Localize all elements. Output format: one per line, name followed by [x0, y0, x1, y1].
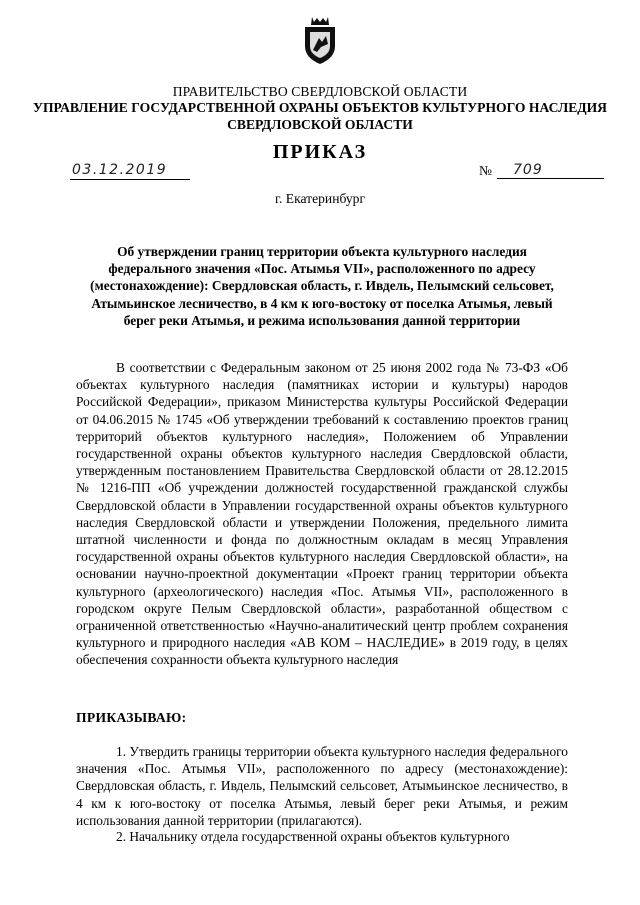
- government-name: ПРАВИТЕЛЬСТВО СВЕРДЛОВСКОЙ ОБЛАСТИ: [172, 84, 468, 99]
- coat-of-arms-icon: [299, 14, 341, 66]
- preamble-paragraph: В соответствии с Федеральным законом от 25 июня 2002 года № 73-ФЗ «Об объектах культурного наследия (памятниках истории и культуры) народов Российской Федерации», приказом Министерства культуры Российской Федерации от 04.06.2015 № 1745 «Об утверждении требований к составлению проектов границ территорий объектов культурного наследия», Положением об Управлении государственной охраны объектов культурного наследия Свердловской области, утвержденным постановлением Правительства Свердловской области от 28.12.2015 № 1216-ПП «Об учреждении должностей государственной гражданской службы Свердловской области в Управлении государственной охраны объектов культурного наследия Свердловской области и утверждении Положения, предельного лимита штатной численности и фонда по должностным окладам в месяц Управления государственной охраны объектов культурного наследия Свердловской области», на основании научно-проектной документации «Проект границ территории объекта культурного (археологического) наследия «Пос. Атымья VII», расположенного в городском округе Пелым Свердловской области», разработанной обществом с ограниченной ответственностью «Научно-аналитический центр проблем сохранения культурного и природного наследия «АВ КОМ – НАСЛЕДИЕ» в 2019 году, в целях обеспечения сохранности объекта культурного наследия: [76, 360, 568, 668]
- orders-heading: ПРИКАЗЫВАЮ:: [76, 710, 187, 725]
- department-line-2: СВЕРДЛОВСКОЙ ОБЛАСТИ: [227, 117, 413, 132]
- department-name: [0, 99, 640, 133]
- order-item-1: 1. Утвердить границы территории объекта культурного наследия федерального значения «Пос. Атымья VII», расположенного по адресу (местонахождение): Свердловская область, г. Ивдель, Пелымский сельсовет, Атымьинское лесничество, в 4 км к юго-востоку от поселка Атымья, левый берег реки Атымья, и режим использования данной территории (прилагаются).: [76, 744, 568, 828]
- city: г. Екатеринбург: [274, 191, 366, 206]
- order-number: 709: [497, 161, 604, 179]
- number-label: №: [479, 163, 492, 178]
- order-date: 03.12.2019: [70, 161, 190, 180]
- document-type: ПРИКАЗ: [272, 141, 368, 163]
- order-item-2: 2. Начальнику отдела государственной охраны объектов культурного: [116, 829, 510, 844]
- order-title: Об утверждении границ территории объекта культурного наследия федерального значения «Пос. Атымья VII», расположенного по адресу (местонахождение): Свердловская область, г. Ивдель, Пелымский сельсовет, Атымьинское лесничество, в 4 км к юго-востоку от поселка Атымья, левый берег реки Атымья, и режима использования данной территории: [90, 244, 554, 328]
- department-line-1: УПРАВЛЕНИЕ ГОСУДАРСТВЕННОЙ ОХРАНЫ ОБЪЕКТОВ КУЛЬТУРНОГО НАСЛЕДИЯ: [32, 100, 608, 115]
